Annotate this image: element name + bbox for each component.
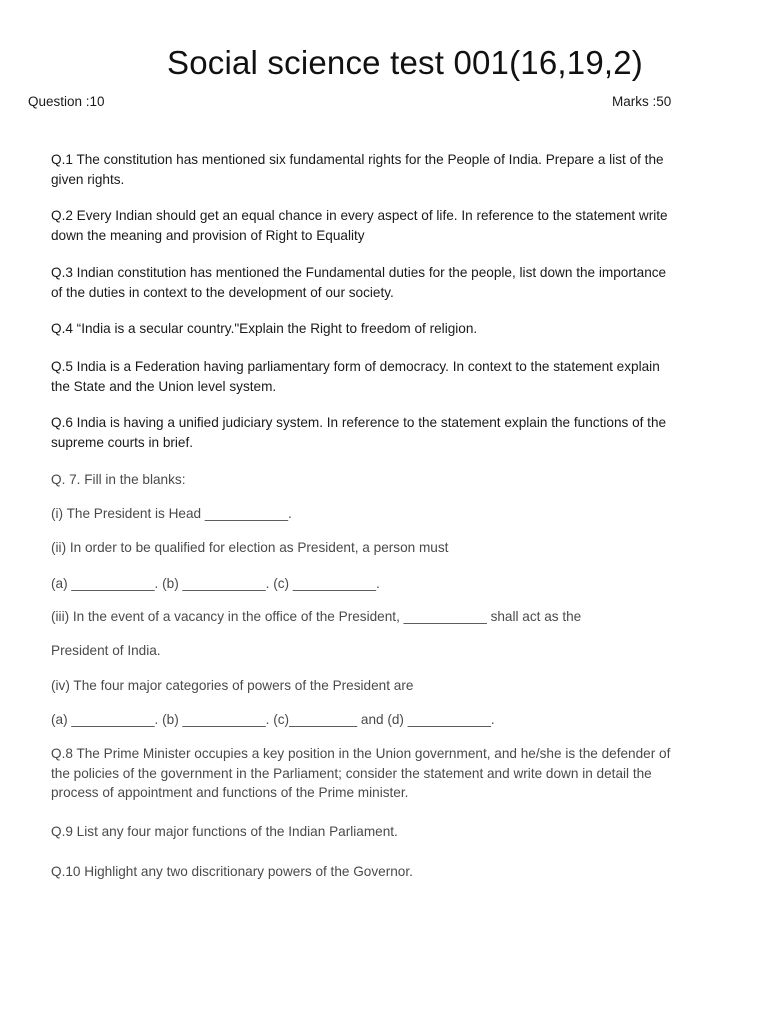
question-7-part-iii-cont: President of India. (51, 643, 161, 658)
page-title: Social science test 001(16,19,2) (166, 44, 643, 81)
question-7-part-iv-blanks: (a) ___________. (b) ___________. (c)_________ and (d) ___________. (51, 712, 495, 727)
question-8: Q.8 The Prime Minister occupies a key position in the Union government, and he/she is the defender of the policies of the government in the Parliament; consider the statement and write down in detail the process of appointment and functions of the Prime minister. (51, 746, 671, 800)
question-3: Q.3 Indian constitution has mentioned the Fundamental duties for the people, list down the importance of the duties in context to the development of our society. (51, 265, 667, 300)
question-7-part-i: (i) The President is Head ___________. (51, 506, 292, 521)
question-7-part-ii-blanks: (a) ___________. (b) ___________. (c) ___________. (51, 576, 380, 591)
question-1: Q.1 The constitution has mentioned six fundamental rights for the People of India. Prepare a list of the given rights. (51, 152, 664, 187)
question-9: Q.9 List any four major functions of the Indian Parliament. (51, 824, 398, 839)
question-10: Q.10 Highlight any two discritionary powers of the Governor. (51, 864, 413, 879)
question-7-part-iv: (iv) The four major categories of powers of the President are (51, 678, 414, 693)
question-4: Q.4 “India is a secular country."Explain the Right to freedom of religion. (51, 321, 478, 336)
question-7-part-iii: (iii) In the event of a vacancy in the office of the President, ___________ shall act as the (51, 609, 582, 624)
question-7-part-ii: (ii) In order to be qualified for election as President, a person must (51, 540, 449, 555)
question-count: Question :10 (28, 94, 105, 109)
total-marks: Marks :50 (612, 94, 672, 109)
question-6: Q.6 India is having a unified judiciary system. In reference to the statement explain the functions of the supreme courts in brief. (51, 415, 667, 450)
question-7-title: Q. 7. Fill in the blanks: (51, 472, 186, 487)
question-2: Q.2 Every Indian should get an equal chance in every aspect of life. In reference to the statement write down the meaning and provision of Right to Equality (51, 208, 668, 243)
question-5: Q.5 India is a Federation having parliamentary form of democracy. In context to the statement explain the State and the Union level system. (51, 359, 660, 394)
